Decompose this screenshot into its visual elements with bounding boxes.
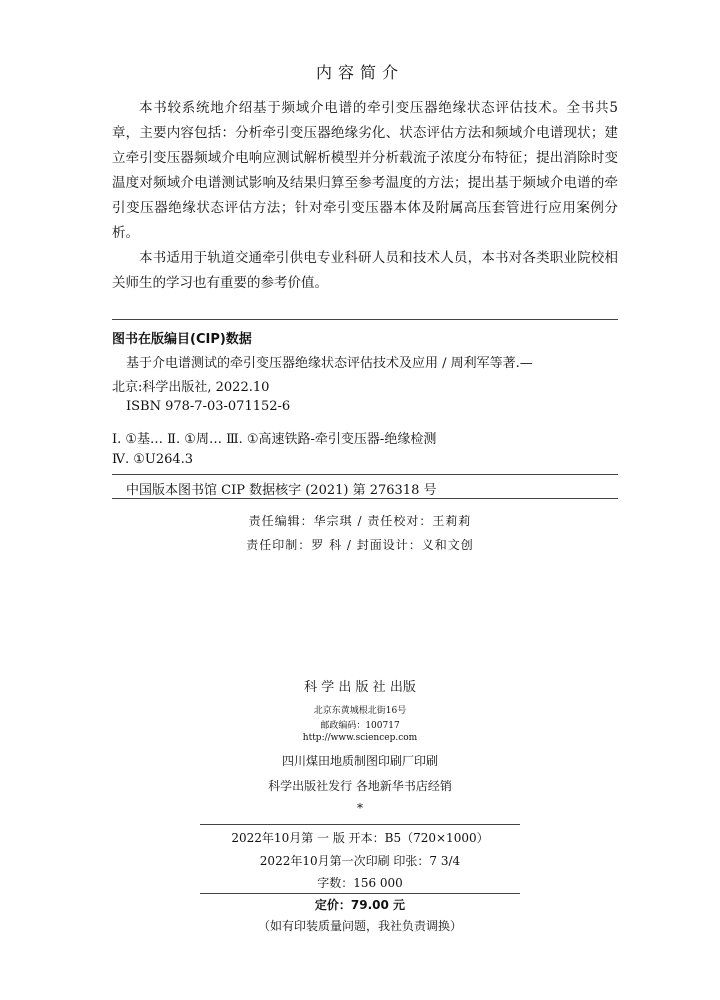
divider (112, 474, 618, 475)
cip-isbn: ISBN 978-7-03-071152-6 (126, 399, 291, 414)
cip-classification: Ⅰ. ①基… Ⅱ. ①周… Ⅲ. ①高速铁路-牵引变压器-绝缘检测 (112, 432, 437, 447)
quality-note: （如有印装质量问题，我社负责调换） (257, 919, 462, 933)
intro-section (112, 96, 618, 296)
publisher-postcode: 邮政编码：100717 (320, 721, 400, 731)
page-heading: 内容简介 (315, 63, 404, 82)
divider (112, 498, 618, 499)
separator-star: * (357, 801, 363, 815)
publisher-line: 科 学 出 版 社 出版 (304, 680, 416, 695)
edition-line: 2022年10月第 一 版 开本：B5（720×1000） (231, 831, 489, 845)
printing-design-line: 责任印制：罗 科 / 封面设计：义和文创 (246, 538, 474, 552)
intro-paragraph: 本书适用于轨道交通牵引供电专业科研人员和技术人员，本书对各类职业院校相关师生的学习也有重要的参考价值。 (112, 250, 618, 291)
intro-paragraph: 本书较系统地介绍基于频域介电谱的牵引变压器绝缘状态评估技术。全书共5章，主要内容包括：分析牵引变压器绝缘劣化、状态评估方法和频域介电谱现状；建立牵引变压器频域介电响应测试解析模型并分析载流子浓度分布特征；提出消除时变温度对频域介电谱测试影响及结果归算至参考温度的方法；提出基于频域介电谱的牵引变压器绝缘状态评估方法；针对牵引变压器本体及附属高压套管进行应用案例分析。 (112, 100, 618, 241)
printer-line: 四川煤田地质制图印刷厂印刷 (281, 754, 438, 768)
cip-book-title: 基于介电谱测试的牵引变压器绝缘状态评估技术及应用 / 周利军等著.— (126, 356, 533, 371)
price: 定价：79.00 元 (314, 898, 406, 912)
distribution-line: 科学出版社发行 各地新华书店经销 (268, 779, 452, 793)
cip-classification: Ⅳ. ①U264.3 (112, 452, 194, 467)
editors-line: 责任编辑：华宗琪 / 责任校对：王莉莉 (248, 514, 472, 528)
printing-line: 2022年10月第一次印刷 印张：7 3/4 (259, 854, 461, 868)
cip-publisher: 北京:科学出版社, 2022.10 (112, 380, 270, 395)
cip-record: 中国版本图书馆 CIP 数据核字 (2021) 第 276318 号 (126, 483, 437, 498)
publisher-address: 北京东黄城根北街16号 (313, 706, 407, 716)
publisher-url: http://www.sciencep.com (302, 733, 418, 743)
divider (200, 893, 520, 894)
divider (112, 319, 618, 320)
cip-title: 图书在版编目(CIP)数据 (112, 332, 252, 347)
word-count: 字数：156 000 (317, 876, 403, 890)
divider (200, 824, 520, 825)
